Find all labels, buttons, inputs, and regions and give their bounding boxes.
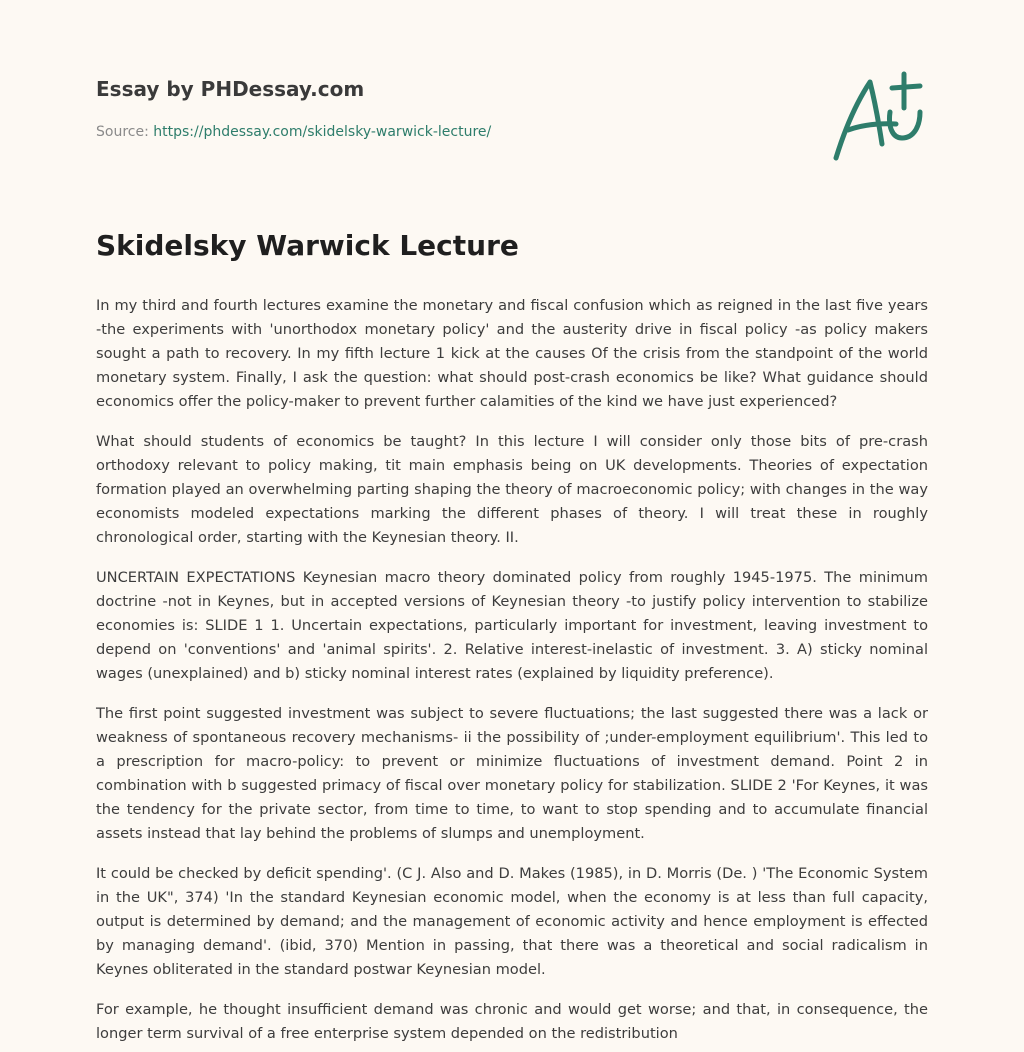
essay-paragraph: It could be checked by deficit spending'. (C J. Also and D. Makes (1985), in D. Morris (De. ) 'The Economic System in the UK", 374) 'In the standard Keynesian economic model, when the economy is at less than full capacity, output is determined by demand; and the management of economic activity and hence employment is effected by managing demand'. (ibid, 370) Mention in passing, that there was a theoretical and social radicalism in Keynes obliterated in the standard postwar Keynesian model. bbox=[96, 865, 928, 978]
source-line bbox=[96, 124, 491, 140]
essay-paragraph: What should students of economics be taught? In this lecture I will consider only those bits of pre-crash orthodoxy relevant to policy making, tit main emphasis being on UK developments. Theories of expectation formation played an overwhelming parting shaping the theory of macroeconomic policy; with changes in the way economists modeled expectations marking the different phases of theory. I will treat these in roughly chronological order, starting with the Keynesian theory. II. bbox=[96, 433, 928, 546]
essay-paragraph: For example, he thought insufficient demand was chronic and would get worse; and that, in consequence, the longer term survival of a free enterprise system depended on the redistribution bbox=[96, 1001, 928, 1042]
essay-paragraph: In my third and fourth lectures examine the monetary and fiscal confusion which as reigned in the last five years -the experiments with 'unorthodox monetary policy' and the austerity drive in fiscal policy -as policy makers sought a path to recovery. In my fifth lecture 1 kick at the causes Of the crisis from the standpoint of the world monetary system. Finally, I ask the question: what should post-crash economics be like? What guidance should economics offer the policy-maker to prevent further calamities of the kind we have just experienced? bbox=[96, 297, 928, 410]
page-header bbox=[96, 0, 928, 200]
essay-paragraph: UNCERTAIN EXPECTATIONS Keynesian macro theory dominated policy from roughly 1945-1975. The minimum doctrine -not in Keynes, but in accepted versions of Keynesian theory -to justify policy intervention to stabilize economies is: SLIDE 1 1. Uncertain expectations, particularly important for investment, leaving investment to depend on 'conventions' and 'animal spirits'. 2. Relative interest-inelastic of investment. 3. A) sticky nominal wages (unexplained) and b) sticky nominal interest rates (explained by liquidity preference). bbox=[96, 569, 928, 682]
essay-body bbox=[96, 294, 928, 1046]
essay-paragraph: The first point suggested investment was subject to severe fluctuations; the last suggested there was a lack or weakness of spontaneous recovery mechanisms- ii the possibility of ;under-employment equilibrium'. This led to a prescription for macro-policy: to prevent or minimize fluctuations of investment demand. Point 2 in combination with b suggested primacy of fiscal over monetary policy for stabilization. SLIDE 2 'For Keynes, it was the tendency for the private sector, from time to time, to want to stop spending and to accumulate financial assets instead that lay behind the problems of slumps and unemployment. bbox=[96, 705, 928, 842]
site-title: Essay by PHDessay.com bbox=[96, 77, 365, 101]
essay-title: Skidelsky Warwick Lecture bbox=[96, 229, 519, 262]
source-label: Source: bbox=[96, 124, 154, 140]
source-link[interactable]: https://phdessay.com/skidelsky-warwick-lecture/ bbox=[153, 124, 492, 140]
a-plus-logo-icon bbox=[830, 68, 930, 164]
